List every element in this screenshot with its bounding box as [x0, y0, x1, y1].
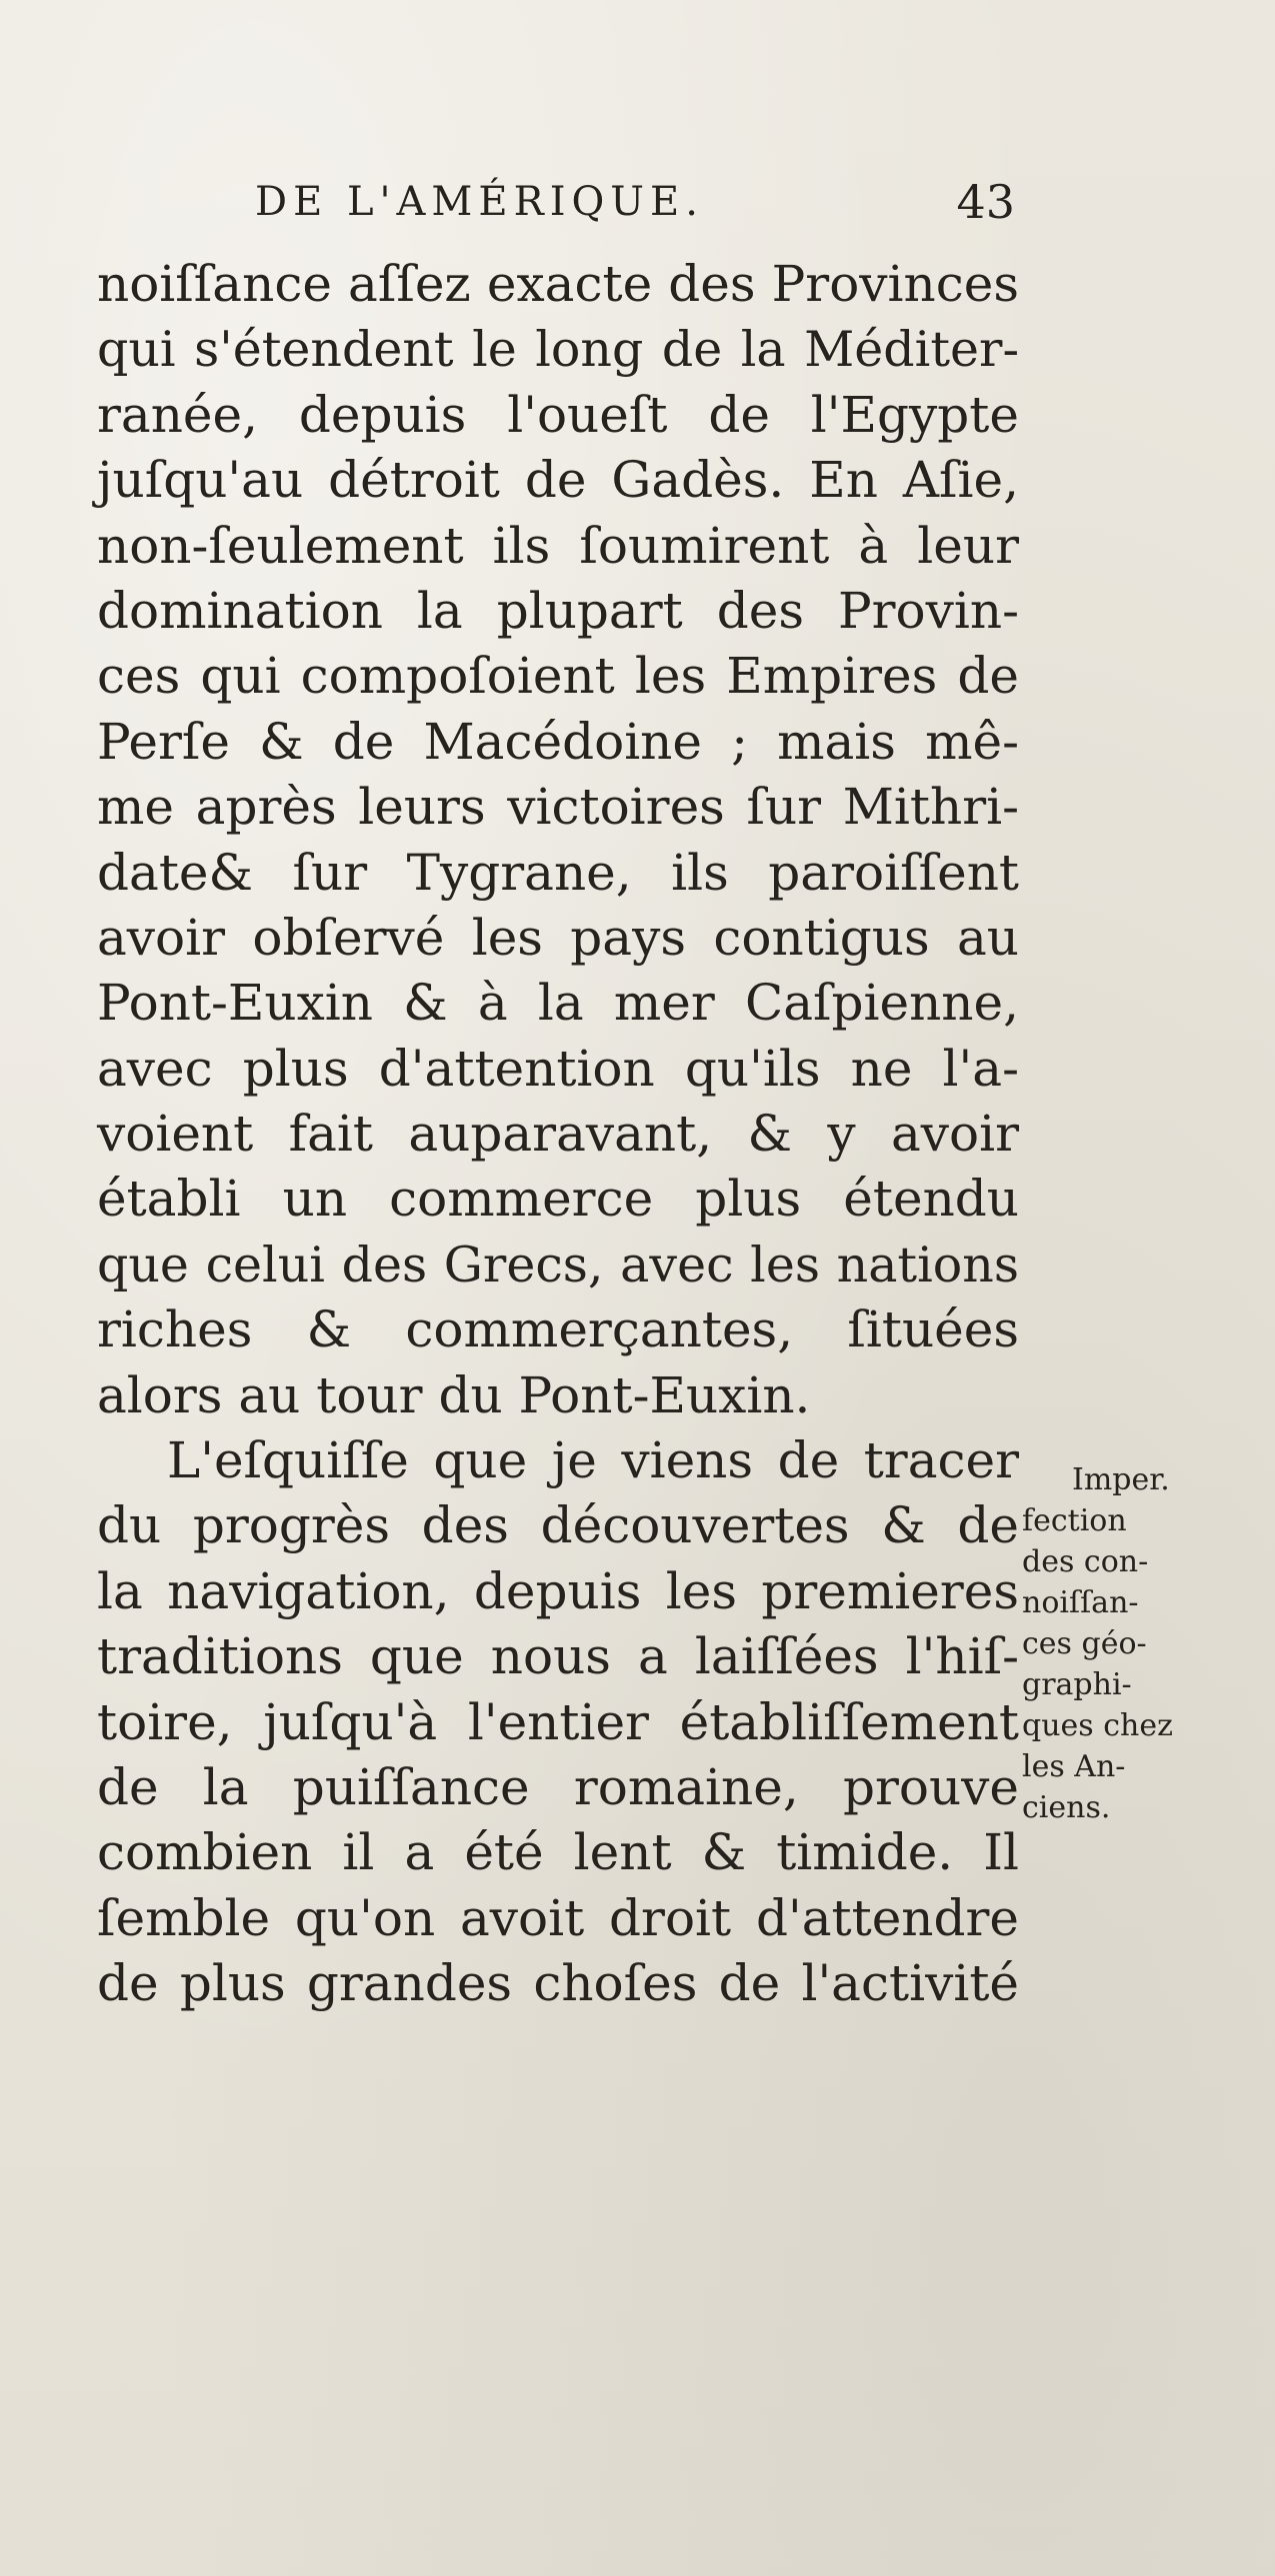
text-line: que celui des Grecs, avec les nations	[97, 1236, 1019, 1293]
text-line: ranée, depuis l'oueſt de l'Egypte	[97, 385, 1019, 444]
text-line: non-ſeulement ils ſoumirent à leur	[97, 516, 1019, 575]
text-line: Pont-Euxin & à la mer Caſpienne,	[97, 974, 1019, 1033]
text-line: Perſe & de Macédoine ; mais mê-	[97, 712, 1019, 771]
text-line: toire, juſqu'à l'entier établiſſement	[97, 1692, 1019, 1751]
margin-note-line: fection	[1022, 1503, 1127, 1538]
text-line: du progrès des découvertes & de	[97, 1496, 1019, 1555]
margin-note-line: graphi-	[1022, 1667, 1132, 1702]
text-line: traditions que nous a laiſſées l'hiſ-	[97, 1627, 1019, 1686]
margin-note-line: les An-	[1022, 1749, 1126, 1784]
text-line: domination la plupart des Provin-	[97, 581, 1019, 640]
paragraph-end-line: alors au tour du Pont-Euxin.	[97, 1365, 811, 1424]
text-line: de la puiſſance romaine, prouve	[97, 1757, 1019, 1816]
margin-note-line: noiſſan-	[1022, 1585, 1139, 1620]
text-line: riches & commerçantes, ſituées	[97, 1300, 1019, 1359]
text-line: combien il a été lent & timide. Il	[97, 1823, 1019, 1882]
text-line: ſemble qu'on avoit droit d'attendre	[97, 1888, 1019, 1947]
running-head: DE L'AMÉRIQUE.	[255, 179, 704, 225]
text-line: juſqu'au détroit de Gadès. En Aſie,	[97, 451, 1019, 510]
page-header	[255, 172, 1015, 232]
text-line: avec plus d'attention qu'ils ne l'a-	[97, 1039, 1019, 1098]
margin-note-line: ciens.	[1022, 1790, 1111, 1825]
page-number: 43	[956, 175, 1015, 229]
text-line: établi un commerce plus étendu	[97, 1170, 1019, 1229]
text-line: qui s'étendent le long de la Méditer-	[97, 321, 1019, 379]
margin-note	[1022, 1459, 1262, 1828]
margin-note-line: Imper.	[1072, 1462, 1170, 1497]
text-line: la navigation, depuis les premieres	[97, 1561, 1019, 1620]
text-line: ces qui compoſoient les Empires de	[97, 647, 1019, 706]
text-line: de plus grandes choſes de l'activité	[97, 1954, 1019, 2013]
margin-note-line: des con-	[1022, 1544, 1149, 1579]
text-line: date& ſur Tygrane, ils paroiſſent	[97, 843, 1019, 902]
margin-note-line: ques chez	[1022, 1708, 1173, 1743]
text-line: voient fait auparavant, & y avoir	[97, 1105, 1019, 1164]
margin-note-line: ces géo-	[1022, 1626, 1147, 1661]
text-line: me après leurs victoires ſur Mithri-	[97, 778, 1019, 837]
text-line: avoir obſervé les pays contigus au	[97, 908, 1019, 967]
paragraph-start-line: L'eſquiſſe que je viens de tracer	[167, 1431, 1019, 1490]
text-line: noiſſance aſſez exacte des Provinces	[97, 255, 1019, 313]
body-text	[97, 252, 1019, 2017]
